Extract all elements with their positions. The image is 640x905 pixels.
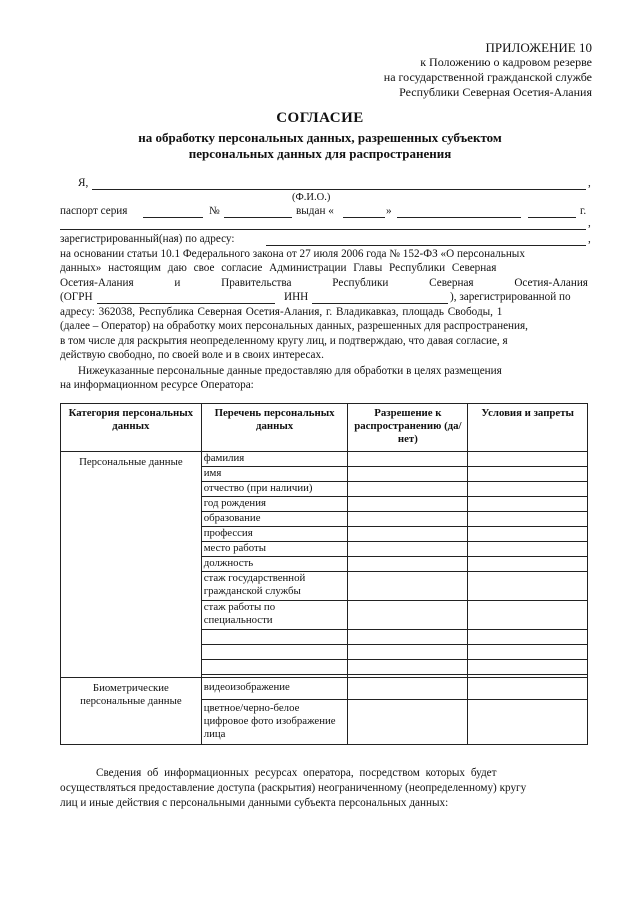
conditions-cell[interactable]	[468, 452, 588, 467]
document-subtitle	[50, 130, 590, 162]
year-suffix: г.	[580, 205, 587, 217]
appendix-number: ПРИЛОЖЕНИЕ 10	[485, 40, 592, 55]
para1-word-i: и	[174, 277, 181, 289]
para1-word-government: Правительства	[221, 277, 292, 289]
permission-cell[interactable]	[348, 542, 468, 557]
issued-month-field[interactable]	[397, 217, 521, 218]
header-category: Категория персональных данных	[61, 404, 202, 452]
subtitle-line-1: на обработку персональных данных, разрешенных субъектом	[138, 130, 502, 145]
item-video: видеоизображение	[201, 678, 348, 700]
personal-data-table	[60, 403, 588, 745]
item-birth-year: год рождения	[201, 497, 348, 512]
item-profession: профессия	[201, 527, 348, 542]
registered-at-text: ), зарегистрированной по	[450, 291, 571, 303]
para1-line-2-text: данных» настоящим даю свое согласие Администрации Главы Республики Северная	[60, 262, 497, 274]
header-list: Перечень персональных данных	[201, 404, 348, 452]
document-title: СОГЛАСИЕ	[276, 110, 364, 126]
permission-cell[interactable]	[348, 630, 468, 645]
conditions-cell[interactable]	[468, 527, 588, 542]
passport-series-field[interactable]	[143, 217, 203, 218]
permission-cell[interactable]	[348, 452, 468, 467]
ogrn-label: (ОГРН	[60, 291, 93, 303]
conditions-cell[interactable]	[468, 645, 588, 660]
para1-word-osetia2: Осетия-Алания	[514, 277, 588, 289]
subtitle-line-2: персональных данных для распространения	[188, 146, 452, 161]
address-comma: ,	[588, 233, 591, 245]
fio-comma: ,	[588, 177, 591, 189]
conditions-cell[interactable]	[468, 700, 588, 745]
conditions-cell[interactable]	[468, 630, 588, 645]
item-workplace: место работы	[201, 542, 348, 557]
conditions-cell[interactable]	[468, 572, 588, 601]
appendix-line-4: Республики Северная Осетия-Алания	[399, 85, 592, 99]
conditions-cell[interactable]	[468, 542, 588, 557]
header-conditions: Условия и запреты	[468, 404, 588, 452]
conditions-cell[interactable]	[468, 601, 588, 630]
passport-number-label: №	[209, 205, 220, 217]
issued-by-field[interactable]	[60, 229, 586, 230]
issued-label: выдан «	[296, 205, 334, 217]
appendix-line-2: к Положению о кадровом резерве	[420, 55, 592, 69]
passport-series-label: паспорт серия	[60, 205, 128, 217]
item-patronymic: отчество (при наличии)	[201, 482, 348, 497]
item-civil-service-experience: стаж государственной гражданской службы	[201, 572, 348, 601]
passport-number-field[interactable]	[224, 217, 292, 218]
para1-line-6: (далее – Оператор) на обработку моих персональных данных, разрешенных для распространения,	[60, 320, 528, 332]
permission-cell[interactable]	[348, 645, 468, 660]
para1-line-8: действую свободно, по своей воле и в своих интересах.	[60, 349, 324, 361]
permission-cell[interactable]	[348, 660, 468, 675]
item-name: имя	[201, 467, 348, 482]
bottom-line-3: лиц и иные действия с персональными данными субъекта персональных данных:	[60, 797, 449, 809]
conditions-cell[interactable]	[468, 512, 588, 527]
issued-year-field[interactable]	[528, 217, 576, 218]
conditions-cell[interactable]	[468, 497, 588, 512]
item-education: образование	[201, 512, 348, 527]
inn-label: ИНН	[284, 291, 309, 303]
conditions-cell[interactable]	[468, 557, 588, 572]
category-personal: Персональные данные	[61, 452, 202, 678]
permission-cell[interactable]	[348, 527, 468, 542]
permission-cell[interactable]	[348, 700, 468, 745]
fio-field[interactable]	[92, 189, 586, 190]
item-specialty-experience: стаж работы по специальности	[201, 601, 348, 630]
empty-item-cell[interactable]	[201, 645, 348, 660]
bottom-line-1: Сведения об информационных ресурсах оператора, посредством которых будет	[96, 767, 497, 779]
header-permission: Разрешение к распространению (да/нет)	[348, 404, 468, 452]
permission-cell[interactable]	[348, 572, 468, 601]
ogrn-field[interactable]	[97, 303, 275, 304]
conditions-cell[interactable]	[468, 660, 588, 675]
conditions-cell[interactable]	[468, 482, 588, 497]
issued-by-comma: ,	[588, 217, 591, 229]
permission-cell[interactable]	[348, 601, 468, 630]
para1-line-7: в том числе для раскрытия неопределенному кругу лиц, и подтверждаю, что давая согласие, я	[60, 335, 508, 347]
conditions-cell[interactable]	[468, 467, 588, 482]
para1-word-osetia1: Осетия-Алания	[60, 277, 134, 289]
empty-item-cell[interactable]	[201, 630, 348, 645]
address-field[interactable]	[266, 245, 586, 246]
permission-cell[interactable]	[348, 482, 468, 497]
issued-day-field[interactable]	[343, 217, 385, 218]
permission-cell[interactable]	[348, 497, 468, 512]
permission-cell[interactable]	[348, 467, 468, 482]
para1-line-3	[60, 277, 588, 289]
bottom-line-2: осуществляться предоставление доступа (раскрытия) неограниченному (неопределенному) кругу	[60, 782, 527, 794]
issued-quote-close: »	[386, 205, 392, 217]
table-row	[61, 452, 588, 467]
empty-item-cell[interactable]	[201, 660, 348, 675]
item-photo: цветное/черно-белое цифровое фото изображение лица	[201, 700, 348, 745]
fio-caption: (Ф.И.О.)	[292, 192, 331, 203]
appendix-line-3: на государственной гражданской службе	[383, 70, 592, 84]
item-surname: фамилия	[201, 452, 348, 467]
permission-cell[interactable]	[348, 557, 468, 572]
inn-field[interactable]	[312, 303, 448, 304]
para1-line-1: на основании статьи 10.1 Федерального закона от 27 июля 2006 года № 152-ФЗ «О персональных	[60, 248, 525, 260]
item-position: должность	[201, 557, 348, 572]
category-biometric: Биометрические персональные данные	[61, 678, 202, 745]
permission-cell[interactable]	[348, 678, 468, 700]
ya-label: Я,	[78, 177, 89, 189]
para1-line-5: адресу: 362038, Республика Северная Осетия-Алания, г. Владикавказ, площадь Свободы, 1	[60, 306, 503, 318]
appendix-header	[384, 40, 592, 100]
para1-word-north: Северная	[429, 277, 474, 289]
permission-cell[interactable]	[348, 512, 468, 527]
para1-word-republic: Республики	[332, 277, 389, 289]
para2-line-1: Нижеуказанные персональные данные предоставляю для обработки в целях размещения	[78, 365, 502, 377]
conditions-cell[interactable]	[468, 678, 588, 700]
para2-line-2: на информационном ресурсе Оператора:	[60, 379, 254, 391]
table-row	[61, 678, 588, 700]
para1-line-2	[60, 262, 588, 274]
table-header-row	[61, 404, 588, 452]
registered-label: зарегистрированный(ная) по адресу:	[60, 233, 235, 245]
